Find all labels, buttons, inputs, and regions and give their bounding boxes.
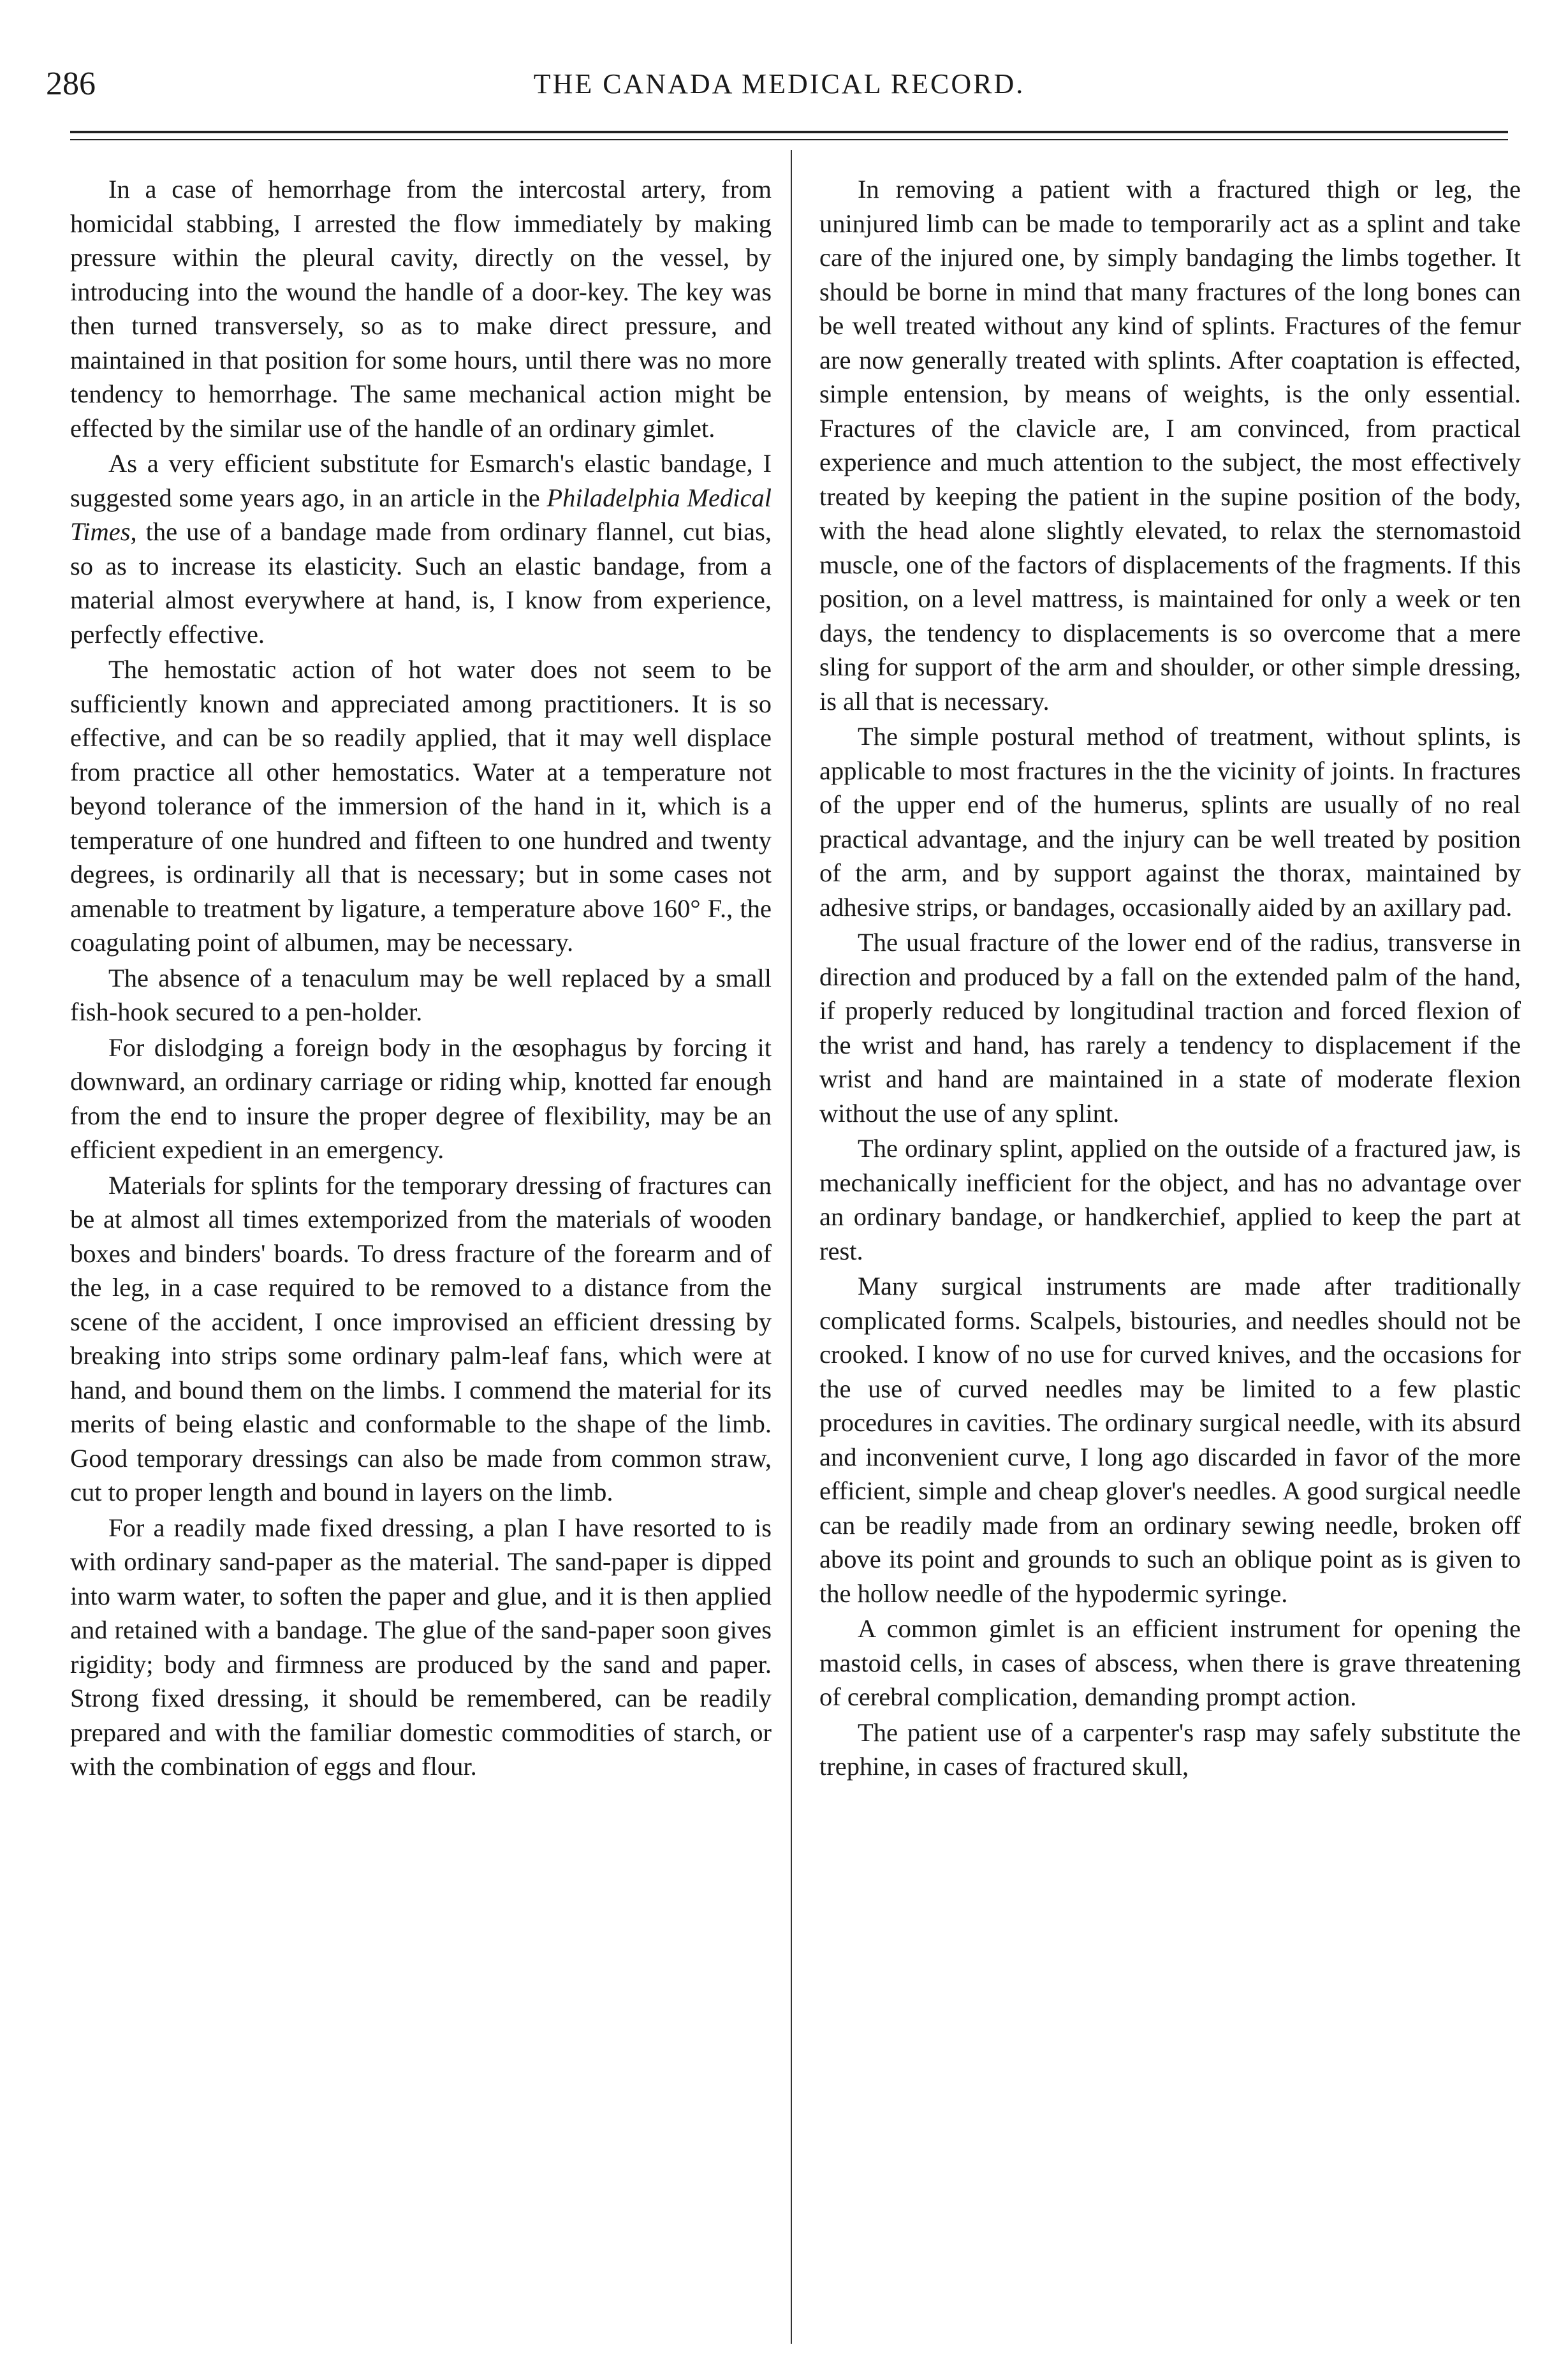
paragraph-postural-method: The simple postural method of treatment, without splints, is applicable to most fractures in the the vicinity of joints. In fractures of the upper end of the humerus, splints are usually of no real practical advantage, and the injury can be well treated by position of the arm, and by support against the thorax, maintained by adhesive strips, or bandages, occasionally aided by an axillary pad. xyxy=(819,722,1521,922)
paragraph-fractured-thigh: In removing a patient with a fractured thigh or leg, the uninjured limb can be made to temporarily act as a splint and take care of the injured one, by simply bandaging the limbs together. It should be borne in mind that many fractures of the long bones can be well treated without any kind of splints. Fractures of the femur are now generally treated with splints. After coaptation is effected, simple entension, by means of weights, is the only essential. Fractures of the clavicle are, I am convinced, from practical experience and much attention to the subject, the most effectively treated by keeping the patient in the supine position of the body, with the head alone slightly elevated, to relax the sternomastoid muscle, one of the factors of displacements of the fragments. If this position, on a level mattress, is maintained for only a week or ten days, the tendency to displacements is so overcome that a mere sling for support of the arm and shoulder, or other simple dressing, is all that is necessary. xyxy=(819,175,1521,716)
paragraph-radius-fracture: The usual fracture of the lower end of the radius, transverse in direction and produced by a fall on the extended palm of the hand, if properly reduced by longitudinal traction and forced flexion of the wrist and hand, has rarely a tendency to displacement if the wrist and hand are maintained in a state of moderate flexion without the use of any splint. xyxy=(819,928,1521,1128)
header-rule-thick xyxy=(70,131,1508,133)
page-header xyxy=(46,59,1513,110)
paragraph-esmarch-bandage xyxy=(70,446,772,651)
column-divider xyxy=(791,150,792,2344)
page-number: 286 xyxy=(46,66,96,102)
paragraph-hot-water: The hemostatic action of hot water does not seem to be sufficiently known and appreciated among practitioners. It is so effective, and can be so readily applied, that it may well displace from practice all other hemostatics. Water at a temperature not beyond tolerance of the immersion of the hand in it, which is a temperature of one hundred and fifteen to one hundred and twenty degrees, is ordinarily all that is necessary; but in some cases not amenable to treatment by ligature, a temperature above 160° F., the coagulating point of albumen, may be necessary. xyxy=(70,655,772,957)
paragraph-text: , the use of a bandage made from ordinary flannel, cut bias, so as to increase its elasticity. Such an elastic bandage, from a material almost everywhere at hand, is, I know from experience, perfectly effective. xyxy=(70,517,772,649)
right-column xyxy=(819,172,1521,2353)
paragraph-surgical-instruments: Many surgical instruments are made after traditionally complicated forms. Scalpels, bistouries, and needles should not be crooked. I know of no use for curved knives, and the occasions for the use of curved needles may be limited to a few plastic procedures in cavities. The ordinary surgical needle, with its absurd and inconvenient curve, I long ago discarded in favor of the more efficient, simple and cheap glover's needles. A good surgical needle can be readily made from an ordinary sewing needle, broken off above its point and grounds to such an oblique point as is given to the hollow needle of the hypodermic syringe. xyxy=(819,1272,1521,1608)
paragraph-oesophagus: For dislodging a foreign body in the œsophagus by forcing it downward, an ordinary carriage or riding whip, knotted far enough from the end to insure the proper degree of flexibility, may be an efficient expedient in an emergency. xyxy=(70,1033,772,1164)
paragraph-fixed-dressing: For a readily made fixed dressing, a plan I have resorted to is with ordinary sand-paper as the material. The sand-paper is dipped into warm water, to soften the paper and glue, and it is then applied and retained with a bandage. The glue of the sand-paper soon gives rigidity; body and firmness are produced by the sand and paper. Strong fixed dressing, it should be remembered, can be readily prepared and with the familiar domestic commodities of starch, or with the combination of eggs and flour. xyxy=(70,1513,772,1781)
paragraph-text: As a very efficient substitute for Esmarch's elastic bandage, I suggested some years ago, in an article in the xyxy=(70,449,772,512)
header-rule-thin xyxy=(70,139,1508,140)
paragraph-tenaculum: The absence of a tenaculum may be well replaced by a small fish-hook secured to a pen-holder. xyxy=(70,963,772,1026)
paragraph-carpenters-rasp: The patient use of a carpenter's rasp may safely substitute the trephine, in cases of fractured skull, xyxy=(819,1717,1521,1781)
paragraph-jaw-splint: The ordinary splint, applied on the outside of a fractured jaw, is mechanically inefficient for the object, and has no advantage over an ordinary bandage, or handkerchief, applied to keep the part at rest. xyxy=(819,1134,1521,1265)
paragraph-gimlet: A common gimlet is an efficient instrument for opening the mastoid cells, in cases of abscess, when there is grave threatening of cerebral complication, demanding prompt action. xyxy=(819,1614,1521,1711)
paragraph-splint-materials: Materials for splints for the temporary dressing of fractures can be at almost all times extemporized from the materials of wooden boxes and binders' boards. To dress fracture of the forearm and of the leg, in a case required to be removed to a distance from the scene of the accident, I once improvised an efficient dressing by breaking into strips some ordinary palm-leaf fans, which were at hand, and bound them on the limbs. I commend the material for its merits of being elastic and conformable to the shape of the limb. Good temporary dressings can also be made from common straw, cut to proper length and bound in layers on the limb. xyxy=(70,1170,772,1506)
running-head: THE CANADA MEDICAL RECORD. xyxy=(533,68,1025,99)
paragraph-intercostal-hemorrhage: In a case of hemorrhage from the intercostal artery, from homicidal stabbing, I arrested the flow immediately by making pressure within the pleural cavity, directly on the vessel, by introducing into the wound the handle of a door-key. The key was then turned transversely, so as to make direct pressure, and maintained in that position for some hours, until there was no more tendency to hemorrhage. The same mechanical action might be effected by the similar use of the handle of an ordinary gimlet. xyxy=(70,175,772,443)
journal-title: Philadelphia Medical Times xyxy=(70,483,772,546)
left-column xyxy=(70,172,772,2353)
